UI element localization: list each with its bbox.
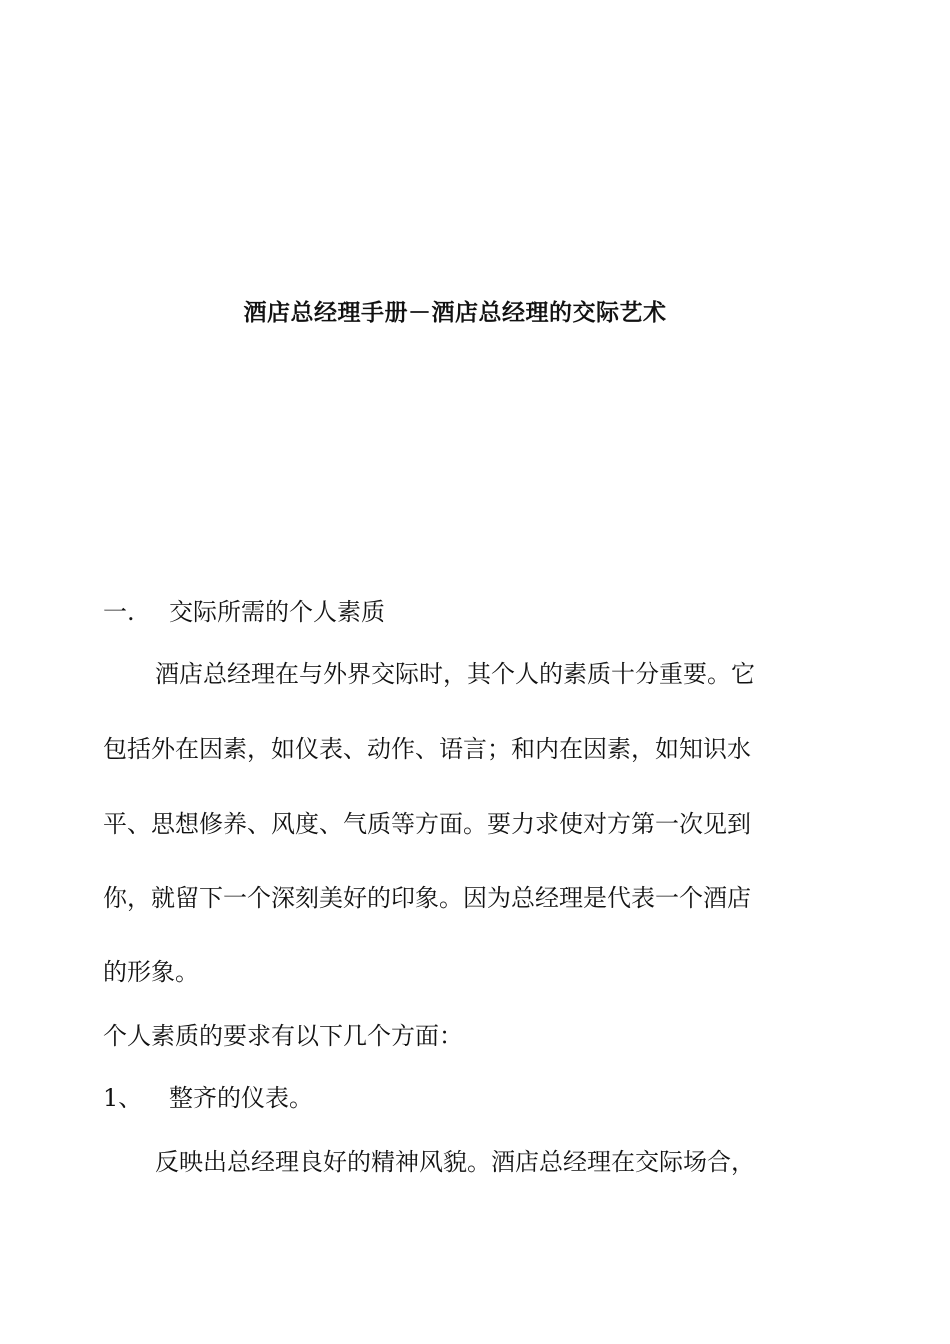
paragraph-line: 的形象。	[103, 958, 199, 986]
paragraph-line: 平、思想修养、风度、气质等方面。要力求使对方第一次见到	[103, 810, 751, 838]
section-heading	[103, 600, 385, 624]
list-item-heading-text: 整齐的仪表。	[169, 1084, 313, 1112]
section-number: 一.	[103, 598, 135, 626]
document-title: 酒店总经理手册－酒店总经理的交际艺术	[243, 300, 667, 326]
paragraph-line: 你，就留下一个深刻美好的印象。因为总经理是代表一个酒店	[103, 884, 751, 912]
requirements-intro: 个人素质的要求有以下几个方面：	[103, 1022, 463, 1050]
list-item-heading	[103, 1086, 313, 1110]
paragraph-line: 酒店总经理在与外界交际时，其个人的素质十分重要。它	[155, 660, 755, 688]
paragraph-line: 包括外在因素，如仪表、动作、语言；和内在因素，如知识水	[103, 735, 751, 763]
list-item-number: 1、	[103, 1084, 143, 1112]
paragraph-line: 反映出总经理良好的精神风貌。酒店总经理在交际场合，	[155, 1148, 755, 1176]
section-heading-text: 交际所需的个人素质	[169, 598, 385, 626]
